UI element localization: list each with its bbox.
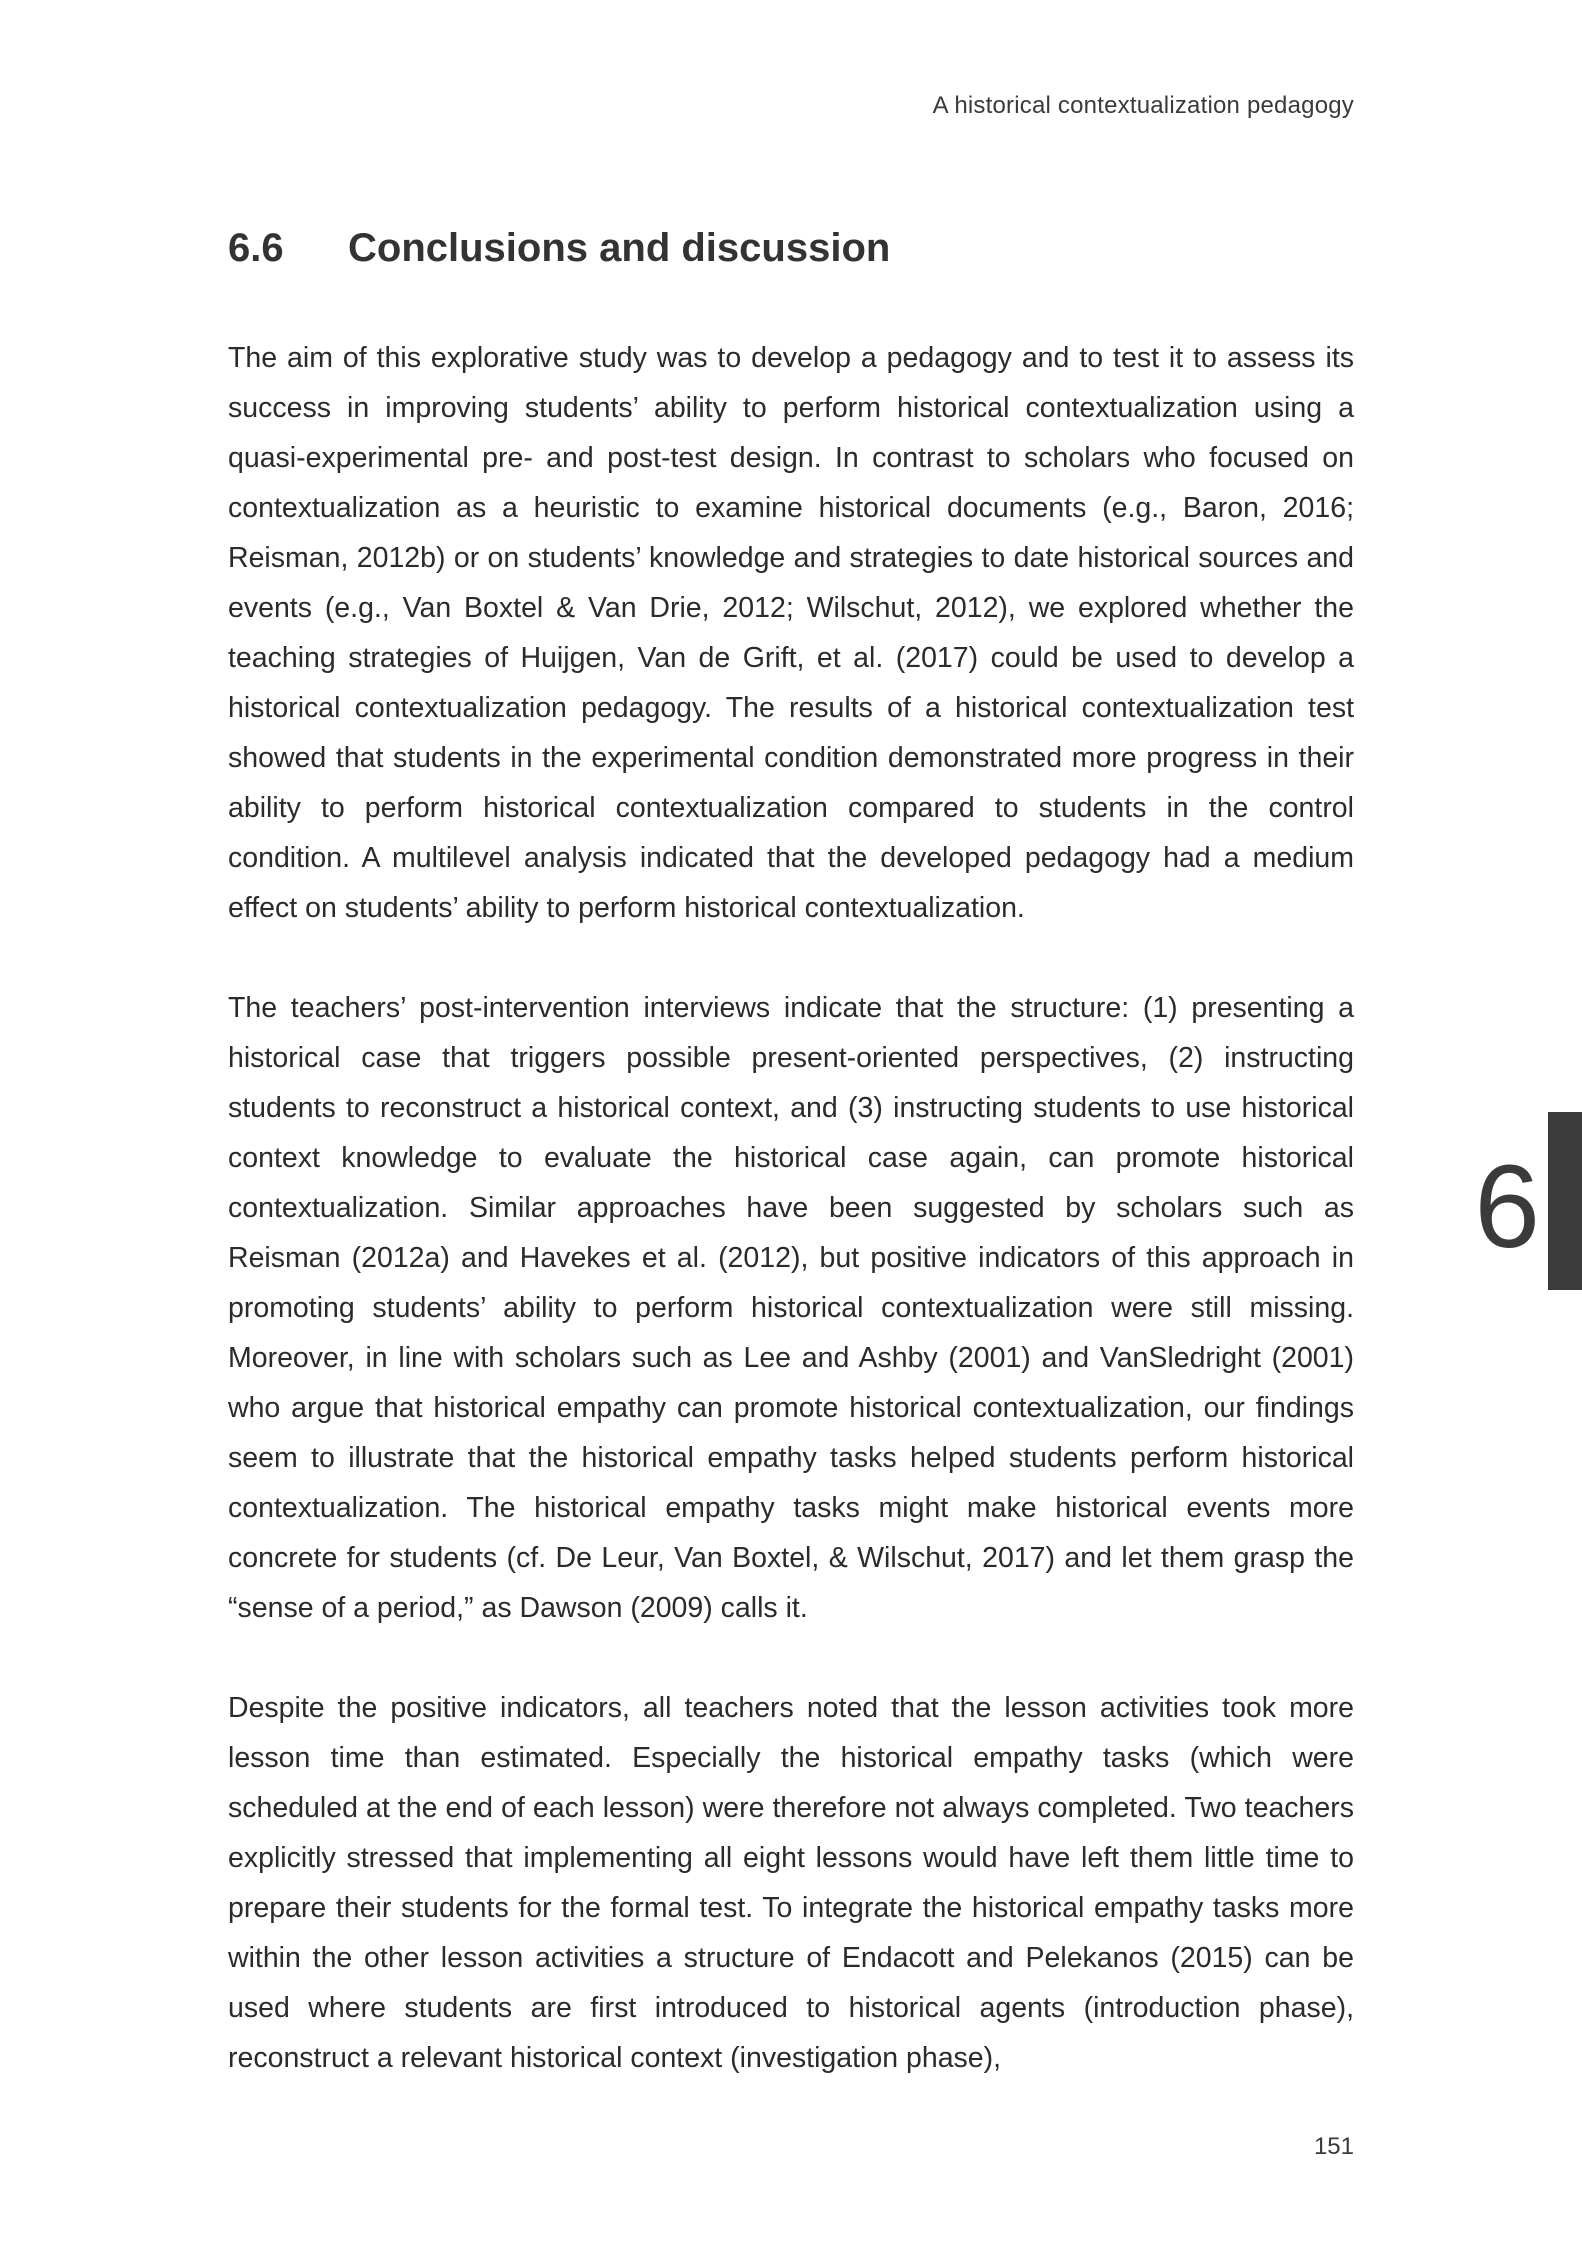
chapter-number: 6 bbox=[1474, 1141, 1540, 1273]
paragraph-2: The teachers’ post-intervention interviews indicate that the structure: (1) presenting a historical case that triggers possible present-oriented perspectives, (2) instructing students to reconstruct a historical context, and (3) instructing students to use historical context knowledge to evaluate the historical case again, can promote historical contextualization. Similar approaches have been suggested by scholars such as Reisman (2012a) and Havekes et al. (2012), but positive indicators of this approach in promoting students’ ability to perform historical contextualization were still missing. Moreover, in line with scholars such as Lee and Ashby (2001) and VanSledright (2001) who argue that historical empathy can promote historical contextualization, our findings seem to illustrate that the historical empathy tasks helped students perform historical contextualization. The historical empathy tasks might make historical events more concrete for students (cf. De Leur, Van Boxtel, & Wilschut, 2017) and let them grasp the “sense of a period,” as Dawson (2009) calls it. bbox=[228, 992, 1354, 1624]
paragraph-1: The aim of this explorative study was to develop a pedagogy and to test it to assess its success in improving students’ ability to perform historical contextualization using a quasi-experimental pre- and post-test design. In contrast to scholars who focused on contextualization as a heuristic to examine historical documents (e.g., Baron, 2016; Reisman, 2012b) or on students’ knowledge and strategies to date historical sources and events (e.g., Van Boxtel & Van Drie, 2012; Wilschut, 2012), we explored whether the teaching strategies of Huijgen, Van de Grift, et al. (2017) could be used to develop a historical contextualization pedagogy. The results of a historical contextualization test showed that students in the experimental condition demonstrated more progress in their ability to perform historical contextualization compared to students in the control condition. A multilevel analysis indicated that the developed pedagogy had a medium effect on students’ ability to perform historical contextualization. bbox=[228, 342, 1354, 924]
body-text bbox=[228, 333, 1354, 2133]
chapter-tab bbox=[1548, 1112, 1582, 1290]
running-header: A historical contextualization pedagogy bbox=[932, 92, 1354, 119]
section-title: Conclusions and discussion bbox=[348, 226, 891, 270]
section-number: 6.6 bbox=[228, 226, 284, 270]
page-number: 151 bbox=[1313, 2133, 1354, 2160]
paragraph-3: Despite the positive indicators, all teachers noted that the lesson activities took more lesson time than estimated. Especially the historical empathy tasks (which were scheduled at the end of each lesson) were therefore not always completed. Two teachers explicitly stressed that implementing all eight lessons would have left them little time to prepare their students for the formal test. To integrate the historical empathy tasks more within the other lesson activities a structure of Endacott and Pelekanos (2015) can be used where students are first introduced to historical agents (introduction phase), reconstruct a relevant historical context (investigation phase), bbox=[228, 1692, 1354, 2074]
section-heading bbox=[228, 226, 890, 271]
